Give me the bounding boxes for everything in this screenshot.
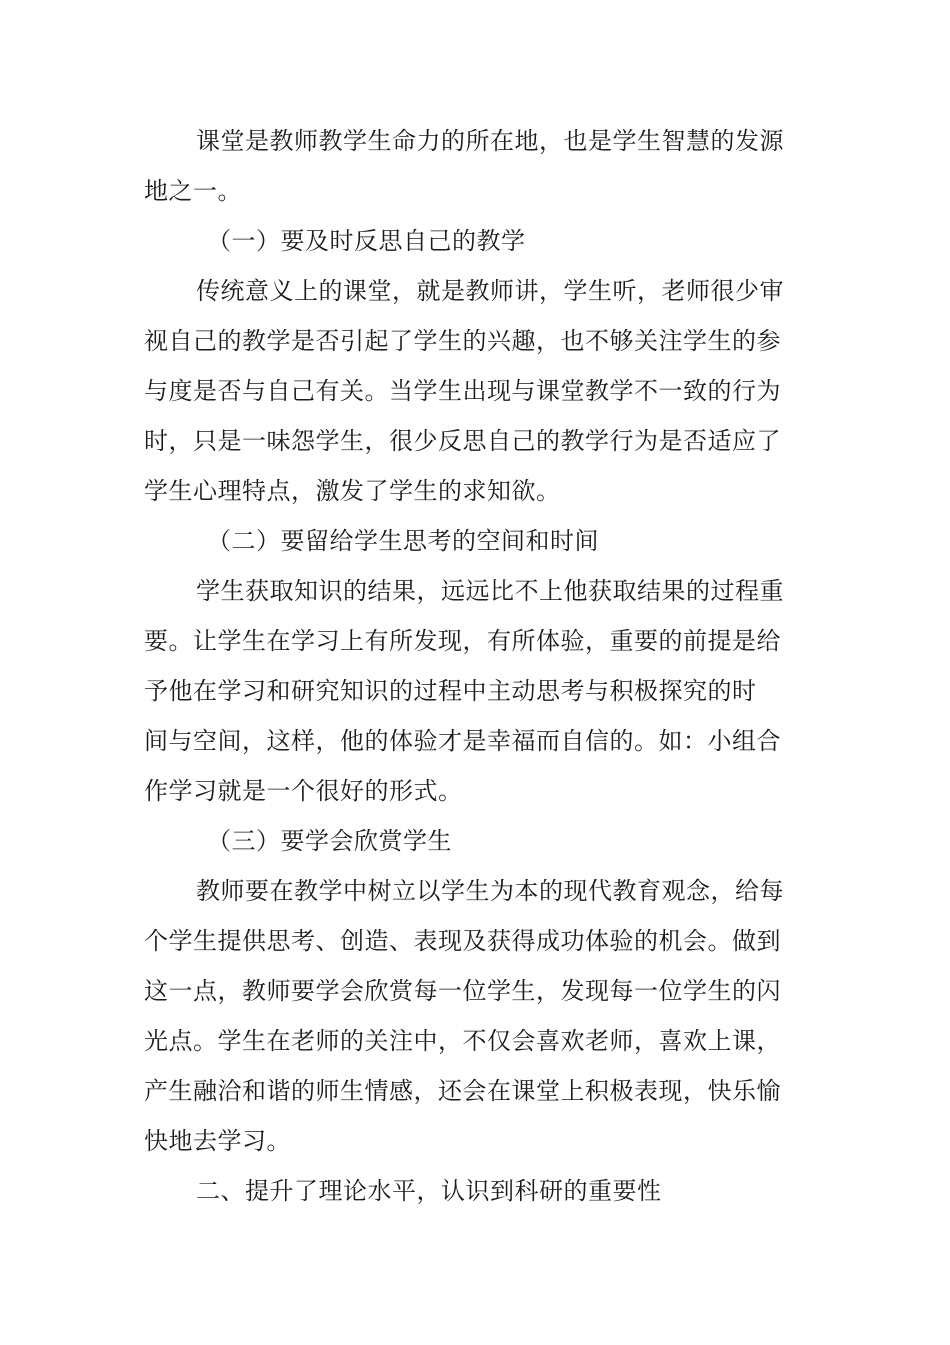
paragraph-line: 与度是否与自己有关。当学生出现与课堂教学不一致的行为 — [144, 377, 781, 405]
paragraph-line: 要。让学生在学习上有所发现，有所体验，重要的前提是给 — [144, 627, 781, 655]
section-heading: （三）要学会欣赏学生 — [207, 827, 452, 855]
paragraph-line: 地之一。 — [144, 177, 242, 205]
paragraph-line: 产生融洽和谐的师生情感，还会在课堂上积极表现，快乐愉 — [144, 1077, 781, 1105]
paragraph-line: 传统意义上的课堂，就是教师讲，学生听，老师很少审 — [196, 277, 784, 305]
section-heading: （一）要及时反思自己的教学 — [207, 227, 526, 255]
paragraph-line: 视自己的教学是否引起了学生的兴趣，也不够关注学生的参 — [144, 327, 781, 355]
paragraph-line: 间与空间，这样，他的体验才是幸福而自信的。如：小组合 — [144, 727, 781, 755]
paragraph-line: 作学习就是一个很好的形式。 — [144, 777, 463, 805]
paragraph-line: 学生获取知识的结果，远远比不上他获取结果的过程重 — [196, 577, 784, 605]
paragraph-line: 光点。学生在老师的关注中，不仅会喜欢老师，喜欢上课， — [144, 1027, 781, 1055]
section-heading: （二）要留给学生思考的空间和时间 — [207, 527, 599, 555]
paragraph-line: 予他在学习和研究知识的过程中主动思考与积极探究的时 — [144, 677, 757, 705]
paragraph-line: 时，只是一味怨学生，很少反思自己的教学行为是否适应了 — [144, 427, 781, 455]
section-heading: 二、提升了理论水平，认识到科研的重要性 — [196, 1177, 662, 1205]
paragraph-line: 课堂是教师教学生命力的所在地，也是学生智慧的发源 — [196, 127, 784, 155]
paragraph-line: 学生心理特点，激发了学生的求知欲。 — [144, 477, 561, 505]
paragraph-line: 个学生提供思考、创造、表现及获得成功体验的机会。做到 — [144, 927, 781, 955]
paragraph-line: 教师要在教学中树立以学生为本的现代教育观念，给每 — [196, 877, 784, 905]
paragraph-line: 这一点，教师要学会欣赏每一位学生，发现每一位学生的闪 — [144, 977, 781, 1005]
paragraph-line: 快地去学习。 — [144, 1127, 291, 1155]
